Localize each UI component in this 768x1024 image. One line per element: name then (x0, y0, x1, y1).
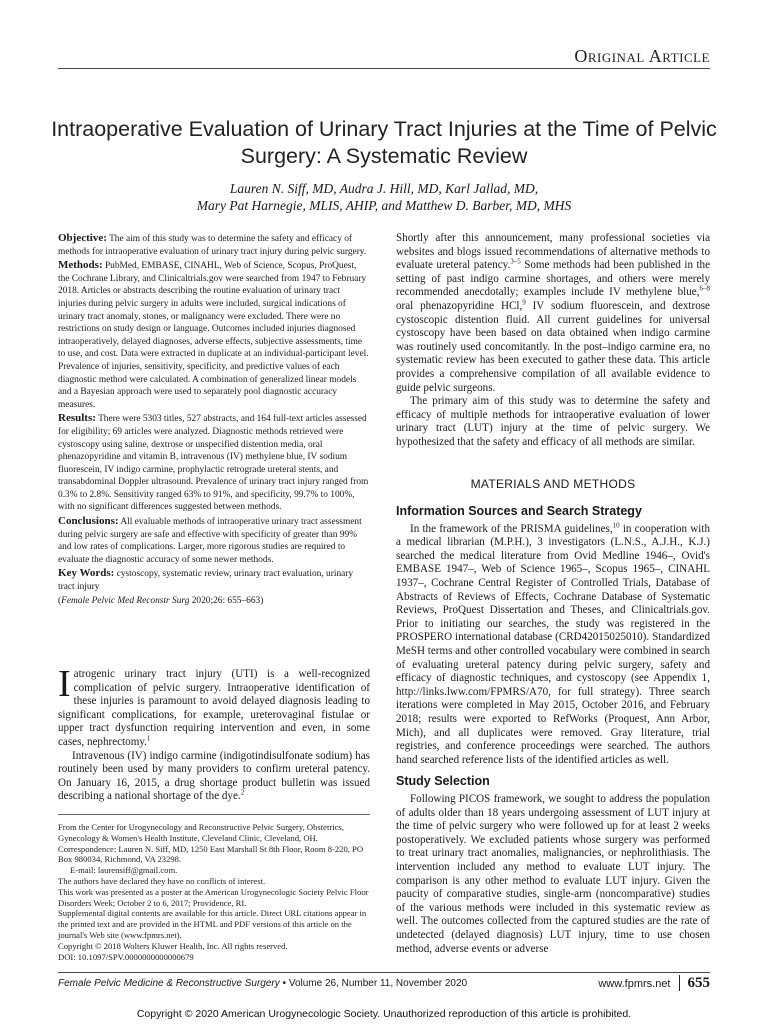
intro-paragraph-2: Intravenous (IV) indigo carmine (indigotindisulfonate sodium) has routinely been used by many providers to confirm ureteral patency. On January 16, 2015, a drug shortage product bulletin was issued describing a national shortage of the dye.$^2$ (58, 749, 370, 803)
ref-2[interactable]: 2 (240, 788, 245, 797)
conclusions-label: Conclusions: (58, 515, 119, 528)
conflicts-note: The authors have declared they have no conflicts of interest. (58, 875, 266, 886)
supplemental-note: Supplemental digital contents are available for this article. Direct URL citations appear in the printed text and are provided in the HTML and PDF versions of this article on the journal's Web site (www.fpmrs.net). (58, 908, 367, 940)
heading-information-sources: Information Sources and Search Strategy (396, 504, 642, 519)
results-text: There were 5303 titles, 527 abstracts, and 164 full-text articles assessed for eligibility; 69 articles were analyzed. Diagnostic methods retrieved were cystoscopy using saline, dextrose or unspecified distention media, oral phenazopyridine and vitamin B, intravenous (IV) methylene blue, IV sodium fluorescein, IV indigo carmine, prophylactic retrograde ureteral stents, and transabdominal Doppler ultrasound. Prevalence of urinary tract injury ranged from 0.3% to 2.8%. Sensitivity ranged 63% to 91%, and specificity, 99.7% to 100%, with no significant differences suggested between methods. (58, 414, 369, 513)
right-paragraph-3: In the framework of the PRISMA guidelines,$^{10}$ in cooperation with a medical librarian (M.P.H.), 3 investigators (L.N.S., A.J.H., K.J.) searched the medical literature from Ovid Medline 1946–, Ovid's EMBASE 1947–, Web of Science 1965–, Scopus 1965–, CINAHL 1937–, Cochrane Central Register of Controlled Trials, Database of Abstracts of Reviews of Effects, Cochrane Database of Systematic Reviews, ProQuest Dissertation and Theses, and Clinicaltrials.gov. Prior to initiating our searches, the study was registered in the PROSPERO international database (CRD42015025010). Standardized MeSH terms and other controlled vocabulary were combined in search of evaluating ureteral patency during pelvic surgery, safety and efficacy of diagnostic techniques, and cystoscopy (see Appendix 1, http://links.lww.com/FPMRS/A70, for full strategy). Three search iterations were completed in May 2015, October 2016, and February 2018; results were exported to RefWorks (Proquest, Ann Arbor, Mich), and all duplicates were removed. Gray literature, trial registries, and conference proceedings were searched. The authors hand searched reference lists of the identified articles as well. (396, 521, 710, 766)
footer-rule (58, 972, 710, 973)
page-number: 655 (679, 975, 711, 991)
right-paragraph-4: Following PICOS framework, we sought to address the population of adults older than 18 years undergoing assessment of LUT injury at the time of pelvic surgery who were followed up for at least 2 weeks postoperatively. We excluded patients whose surgery was performed to treat urinary tract anomalies, malignancies, or nephrolithiasis. The intervention included any method to evaluate LUT injury. The comparison is any other method to evaluate LUT injury. Given the paucity of comparative studies, single-arm (noncomparative) studies of the various methods were included in this systematic review as well. The outcomes collected from the captured studies are the rate of undetected (delayed diagnosis) LUT injury, time to use chosen method, adverse events or adverse (396, 792, 710, 955)
copyright-banner: Copyright © 2020 American Urogynecologic Society. Unauthorized reproduction of this article is prohibited. (136, 1008, 632, 1020)
footnotes (58, 822, 370, 962)
footer-right (598, 975, 710, 992)
methods-label: Methods: (58, 259, 103, 272)
header-rule (58, 68, 710, 69)
footer-issue: • Volume 26, Number 11, November 2020 (279, 978, 468, 989)
heading-study-selection: Study Selection (396, 774, 490, 789)
methods-text: PubMed, EMBASE, CINAHL, Web of Science, Scopus, ProQuest, the Cochrane Library, and Clinicaltrials.gov were searched from 1947 to February 2018. Articles or abstracts describing the routine evaluation of urinary tract injuries during pelvic surgery in adults were included, surgical indications of urinary tract anomaly, stones, or malignancy were excluded. There were no restrictions on study design or language. Outcomes included injuries diagnosed intraoperatively, delayed diagnoses, adverse effects, subjective assessments, time to use, and cost. Data were extracted in duplicate at an individual-participant level. Prevalence of injuries, sensitivity, specificity, and predictive values of each diagnostic method were calculated. A combination of generalized linear models and a Bayesian approach were used to separately pool diagnostic accuracy measures. (58, 261, 369, 410)
right-paragraph-1: Shortly after this announcement, many professional societies via websites and blogs issued recommendations of alternative methods to evaluate ureteral patency.$^{3-5}$ Some methods had been published in the setting of past indigo carmine shortages, and others were merely recommended anecdotally; examples include IV methylene blue,$^{6-8}$ oral phenazopyridine HCl,$^9$ IV sodium fluorescein, and dextrose cystoscopic distention fluid. All current guidelines for universal cystoscopy have been based on data obtained when indigo carmine was routinely used concomitantly. In the post–indigo carmine era, no systematic review has been executed to gather these data. This article provides a comprehensive compilation of all available evidence to guide pelvic surgeons. (396, 232, 711, 394)
article-title: Intraoperative Evaluation of Urinary Tract Injuries at the Time of Pelvic Surgery: A Systematic Review (51, 117, 717, 168)
drop-cap: I (58, 663, 71, 705)
conclusions-text: All evaluable methods of intraoperative urinary tract assessment during pelvic surgery are safe and effective with specificity of greater than 99% and low rates of complications. Larger, more rigorous studies are required to evaluate the diagnostic accuracy of some newer methods. (58, 517, 362, 565)
intro-paragraph-1: Iatrogenic urinary tract injury (UTI) is a well-recognized complication of pelvic surgery. Intraoperative identification of these injuries is paramount to avoid delayed diagnosis leading to significant complications, for example, ureterovaginal fistulae or upper tract dysfunction requiring intervention and even, in some cases, nephrectomy.$^1$ (58, 663, 370, 748)
keywords (58, 567, 370, 593)
author-line-1: Lauren N. Siff, MD, Audra J. Hill, MD, Karl Jallad, MD, (229, 181, 539, 196)
doi[interactable]: DOI: 10.1097/SPV.0000000000000679 (58, 951, 194, 962)
keywords-label: Key Words: (58, 567, 115, 580)
author-list (40, 180, 728, 214)
correspondence: Correspondence: Lauren N. Siff, MD, 1250 East Marshall St 8th Floor, Room 8-220, PO Box 980034, Richmond, VA 23298. (58, 843, 364, 865)
email[interactable]: E-mail: laurensiff@gmail.com. (70, 865, 178, 876)
ref-1[interactable]: 1 (146, 734, 151, 743)
keywords-text: cystoscopy, systematic review, urinary tract evaluation, urinary tract injury (58, 569, 354, 593)
abstract-conclusions (58, 515, 370, 566)
right-paragraph-2: The primary aim of this study was to determine the safety and efficacy of multiple methods for intraoperative evaluation of lower urinary tract (LUT) injury at the time of pelvic surgery. We hypothesized that the safety and efficacy of all methods are similar. (396, 395, 710, 448)
footer-journal: Female Pelvic Medicine & Reconstructive Surgery • Volume 26, Number 11, November 2020 (58, 978, 468, 989)
heading-materials-methods: MATERIALS AND METHODS (470, 476, 636, 491)
section-label: Original Article (574, 46, 710, 66)
abstract (58, 232, 370, 608)
objective-label: Objective: (58, 232, 107, 244)
objective-text: The aim of this study was to determine the safety and efficacy of methods for intraoperative evaluation of urinary tract injury during pelvic surgery. (58, 234, 367, 257)
footnote-rule (58, 814, 370, 815)
intro-text (58, 663, 370, 804)
right-column (396, 232, 710, 956)
citation: (Female Pelvic Med Reconstr Surg 2020;26: 655–663) (58, 595, 264, 606)
citation-journal: Female Pelvic Med Reconstr Surg (61, 595, 190, 606)
footer-site[interactable]: www.fpmrs.net (598, 978, 671, 990)
presentation-note: This work was presented as a poster at the American Urogynecologic Society Pelvic Floor Disorders Week; October 2 to 6, 2017; Providence, RI. (58, 886, 369, 908)
affiliation: From the Center for Urogynecology and Reconstructive Pelvic Surgery, Obstetrics, Gynecology & Women's Health Institute, Cleveland Clinic, Cleveland, OH. (58, 822, 344, 843)
citation-details: 2020;26: 655–663) (189, 595, 264, 606)
abstract-results (58, 412, 370, 514)
author-line-2: Mary Pat Harnegie, MLIS, AHIP, and Matthew D. Barber, MD, MHS (196, 198, 572, 213)
abstract-methods (58, 259, 370, 411)
results-label: Results: (58, 412, 96, 425)
copyright-note: Copyright © 2018 Wolters Kluwer Health, Inc. All rights reserved. (58, 940, 288, 951)
abstract-objective (58, 232, 370, 258)
